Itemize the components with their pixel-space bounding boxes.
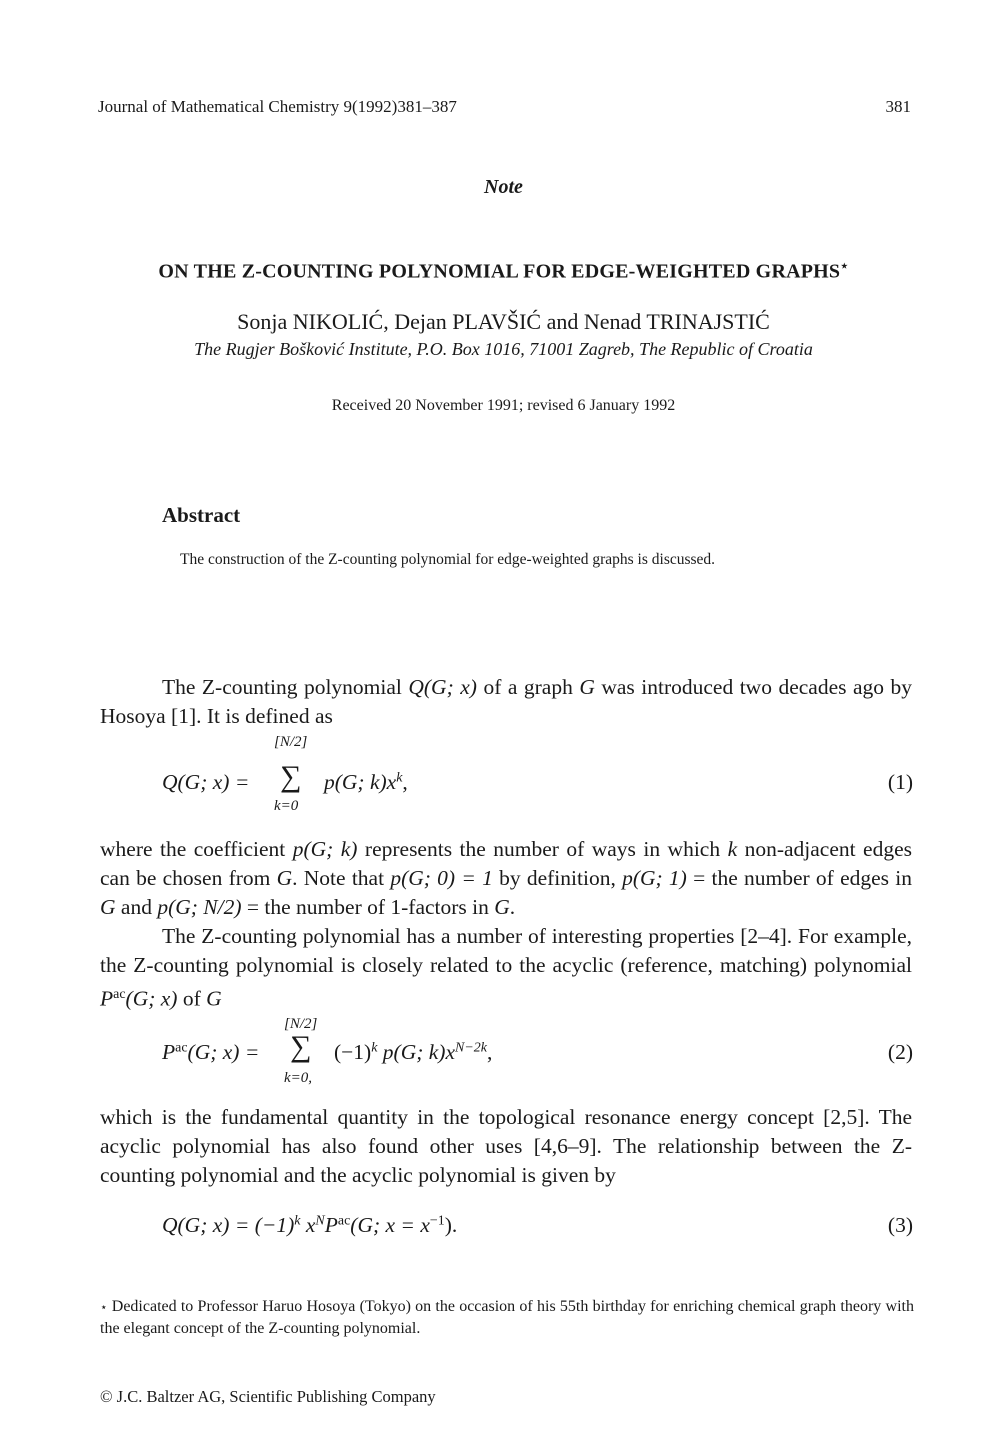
math-run: p(G; N/2) (157, 895, 242, 919)
math-superscript: ac (113, 987, 126, 1002)
math-run: , (402, 770, 408, 794)
title-text: ON THE Z-COUNTING POLYNOMIAL FOR EDGE-WEIGHTED GRAPHS (158, 260, 841, 283)
eq1-upper-limit: [N/2] (274, 734, 308, 750)
eq2-upper-limit: [N/2] (284, 1016, 318, 1032)
affiliation: The Rugjer Bošković Institute, P.O. Box 1016, 71001 Zagreb, The Republic of Croatia (194, 339, 813, 359)
paper-title (0, 258, 1007, 284)
math-run: Q(G; x) = (−1) (162, 1213, 295, 1237)
math-superscript: k (371, 1040, 378, 1056)
text-run: was introduced two decades ago by Hosoya [1]. It is defined as (100, 675, 913, 728)
math-run: (G; x) = (187, 1040, 260, 1064)
title-footnote-mark: ⋆ (840, 258, 849, 273)
math-superscript: N−2k (455, 1040, 487, 1056)
text-run: The Z-counting polynomial (162, 675, 409, 699)
math-run: ). (444, 1213, 458, 1237)
math-run: P (162, 1040, 176, 1064)
equation-2-number: (2) (887, 1040, 913, 1064)
text-run: of a graph (476, 675, 580, 699)
equation-3-number: (3) (887, 1213, 913, 1237)
math-superscript: k (294, 1213, 301, 1229)
math-run: G (276, 866, 293, 890)
eq1-rhs (324, 770, 408, 795)
equation-3 (162, 1213, 457, 1238)
math-run: x (300, 1213, 316, 1237)
math-run: Q(G; x) (408, 675, 477, 699)
math-run: (−1) (334, 1040, 372, 1064)
body-paragraph-4 (100, 1103, 912, 1190)
equation-1-number: (1) (887, 770, 913, 794)
body-paragraph-2 (100, 835, 912, 1014)
math-run: p(G; k) (292, 837, 358, 861)
text-run: = the number of 1-factors in (241, 895, 495, 919)
math-superscript: ac (337, 1213, 351, 1229)
eq2-summation-sign: ∑ (290, 1030, 312, 1063)
eq2-lhs (162, 1040, 259, 1065)
eq2-rhs (334, 1040, 492, 1065)
math-run: P (324, 1213, 338, 1237)
text-run: represents the number of ways in which (357, 837, 728, 861)
math-run: , (486, 1040, 493, 1064)
article-type-label: Note (484, 176, 523, 198)
author-list: Sonja NIKOLIĆ, Dejan PLAVŠIĆ and Nenad TRINAJSTIĆ (237, 309, 770, 334)
body-paragraph-1 (100, 673, 912, 731)
eq1-lhs: Q(G; x) = (162, 770, 250, 794)
eq1-summation-sign: ∑ (280, 760, 302, 793)
text-run: non-adjacent edges can be chosen from (100, 837, 912, 890)
math-run: G (206, 986, 222, 1011)
page-number: 381 (885, 97, 911, 116)
text-run: of (177, 986, 207, 1011)
text-run: . (509, 895, 516, 919)
math-run: p(G; 1) (622, 866, 687, 890)
math-run: G (579, 675, 595, 699)
footnote-text: Dedicated to Professor Haruo Hosoya (Tokyo) on the occasion of his 55th birthday for enriching chemical graph theory with the elegant concept of the Z-counting polynomial. (100, 1298, 914, 1337)
math-run: (G; x) (125, 986, 178, 1011)
math-superscript: k (396, 770, 403, 786)
copyright-line: © J.C. Baltzer AG, Scientific Publishing Company (100, 1387, 436, 1406)
math-run: k (727, 837, 738, 861)
math-run: G (100, 895, 116, 919)
footnote (100, 1296, 914, 1340)
math-run: (G; x = x (350, 1213, 430, 1237)
math-run: G (494, 895, 510, 919)
abstract-text: The construction of the Z-counting polynomial for edge-weighted graphs is discussed. (180, 551, 716, 568)
math-superscript: ac (175, 1040, 188, 1056)
math-run: p(G; 0) = 1 (390, 866, 493, 890)
journal-citation: Journal of Mathematical Chemistry 9(1992)381–387 (98, 97, 457, 116)
math-run: P (100, 986, 114, 1011)
text-run: = the number of edges in (686, 866, 912, 890)
body-paragraph-3 (100, 922, 912, 1014)
eq2-lower-limit: k=0, (284, 1070, 313, 1086)
text-run: . Note that (292, 866, 391, 890)
equation-1 (162, 734, 722, 840)
abstract-heading: Abstract (162, 503, 241, 527)
math-superscript: −1 (429, 1213, 445, 1229)
eq1-lower-limit: k=0 (274, 798, 299, 814)
math-superscript: N (315, 1213, 325, 1229)
text-run: where the coefficient (100, 837, 293, 861)
text-run: and (115, 895, 158, 919)
math-run: p(G; k)x (377, 1040, 455, 1064)
text-run: The Z-counting polynomial has a number of interesting properties [2–4]. For example, the Z-counting polynomial is closely related to the acyclic (reference, matching) polynomial (100, 924, 912, 977)
received-dates: Received 20 November 1991; revised 6 January 1992 (331, 397, 676, 414)
text-run: by definition, (492, 866, 623, 890)
footnote-mark: ⋆ (100, 1300, 108, 1314)
paragraph-text: which is the fundamental quantity in the topological resonance energy concept [2,5]. The acyclic polynomial has also found other uses [4,6–9]. The relationship between the Z-counting polynomial and the acyclic polynomial is given by (100, 1105, 912, 1187)
math-run: p(G; k)x (324, 770, 397, 794)
